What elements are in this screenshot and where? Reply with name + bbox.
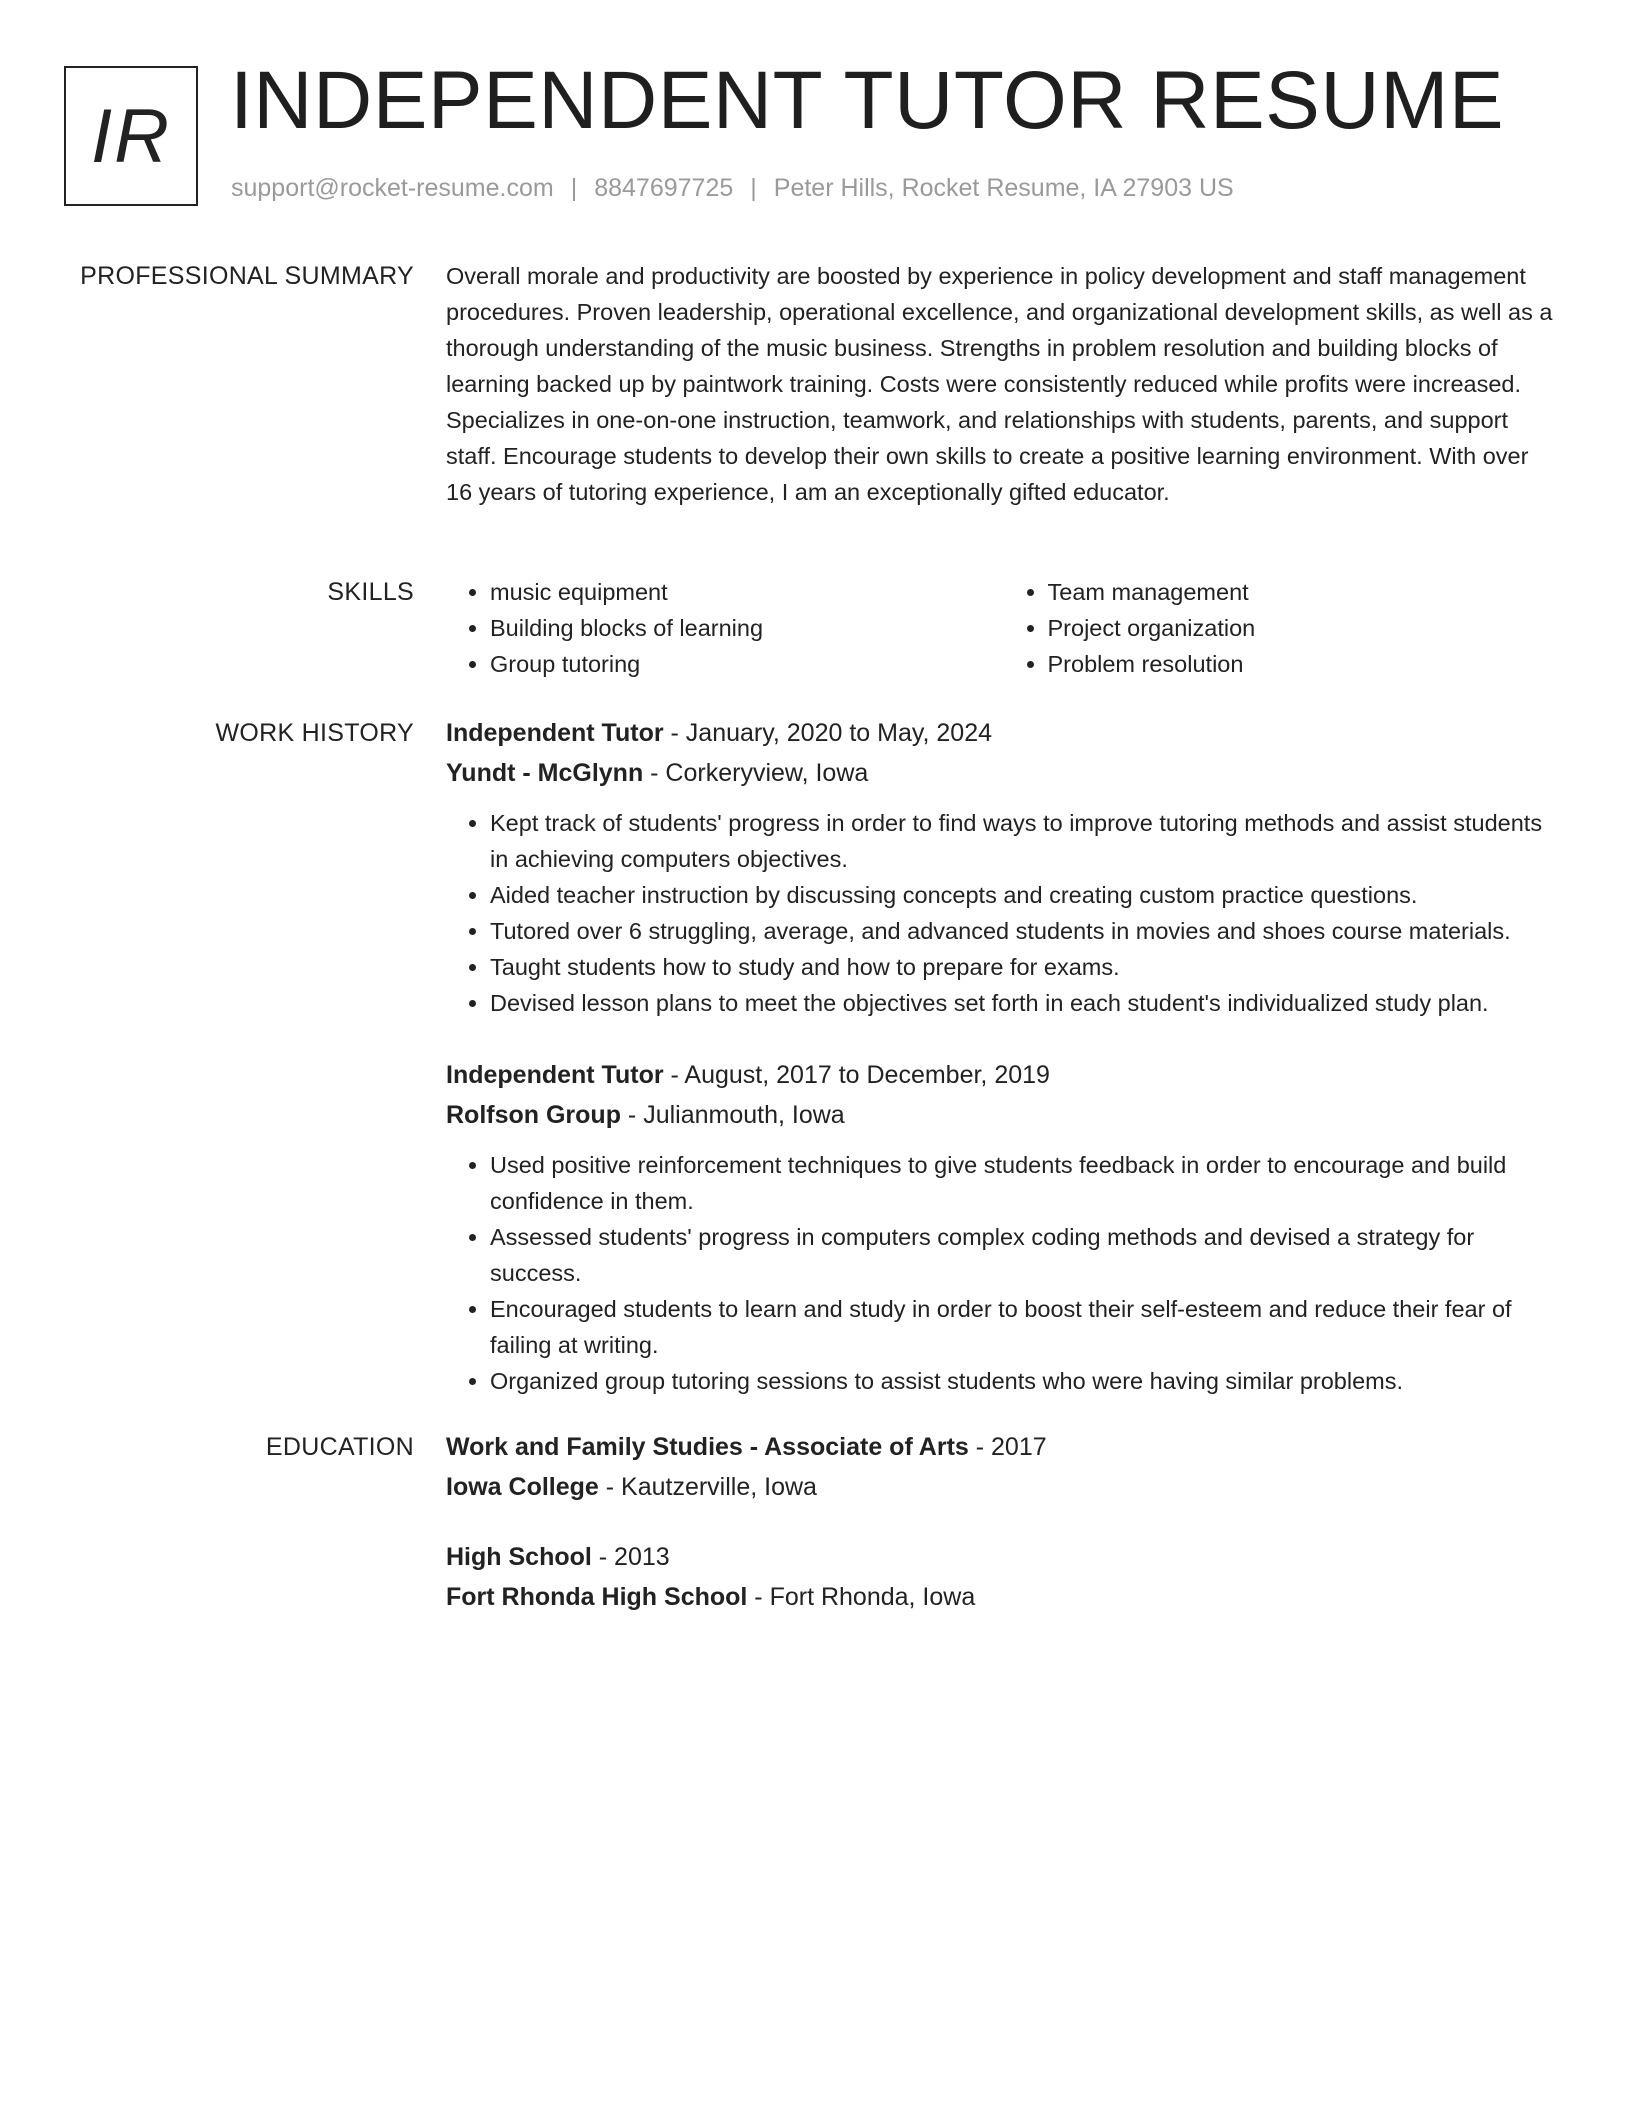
education-degree: High School bbox=[446, 1543, 592, 1571]
summary-body bbox=[446, 258, 1561, 510]
skill-item: • Group tutoring bbox=[490, 646, 1004, 682]
contact-phone: 8847697725 bbox=[594, 174, 734, 202]
skill-item: • music equipment bbox=[490, 574, 1004, 610]
job-bullet: • Organized group tutoring sessions to assist students who were having similar problems. bbox=[490, 1363, 1561, 1399]
contact-separator: | bbox=[750, 174, 757, 202]
skill-item: • Problem resolution bbox=[1048, 646, 1562, 682]
job-bullet: • Devised lesson plans to meet the objectives set forth in each student's individualized study plan. bbox=[490, 985, 1561, 1021]
skills-body bbox=[446, 574, 1561, 682]
job-location: - Julianmouth, Iowa bbox=[620, 1101, 845, 1129]
section-title-work: WORK HISTORY bbox=[215, 719, 414, 747]
skill-item: • Team management bbox=[1048, 574, 1562, 610]
job-role: Independent Tutor bbox=[446, 1061, 664, 1089]
job-company: Yundt - McGlynn bbox=[446, 759, 644, 787]
job-dates: - August, 2017 to December, 2019 bbox=[663, 1061, 1050, 1089]
skill-item: • Building blocks of learning bbox=[490, 610, 1004, 646]
skills-grid bbox=[446, 574, 1561, 682]
education-school-line bbox=[446, 1467, 1561, 1507]
monogram-logo bbox=[64, 66, 198, 206]
job-entry bbox=[446, 713, 1561, 1021]
job-bullet: • Taught students how to study and how to prepare for exams. bbox=[490, 949, 1561, 985]
job-role-line bbox=[446, 713, 1561, 753]
summary-text: Overall morale and productivity are boosted by experience in policy development and staff management procedures. Proven leadership, operational excellence, and organizational development skills, as well as a thorough understanding of the music business. Strengths in problem resolution and building blocks of learning backed up by paintwork training. Costs were consistently reduced while profits were increased. Specializes in one-on-one instruction, teamwork, and relationships with students, parents, and support staff. Encourage students to develop their own skills to create a positive learning environment. With over 16 years of tutoring experience, I am an exceptionally gifted educator. bbox=[446, 263, 1553, 505]
contact-email: support@rocket-resume.com bbox=[231, 174, 554, 202]
job-bullets bbox=[446, 1147, 1561, 1399]
job-bullet: • Aided teacher instruction by discussing concepts and creating custom practice questions. bbox=[490, 877, 1561, 913]
job-company-line bbox=[446, 1095, 1561, 1135]
job-company-line bbox=[446, 753, 1561, 793]
job-role-line bbox=[446, 1055, 1561, 1095]
education-degree-line bbox=[446, 1537, 1561, 1577]
job-role: Independent Tutor bbox=[446, 719, 664, 747]
monogram-text: IR bbox=[91, 93, 171, 179]
job-bullet: • Encouraged students to learn and study in order to boost their self-esteem and reduce their fear of failing at writing. bbox=[490, 1291, 1561, 1363]
job-bullets bbox=[446, 805, 1561, 1021]
section-title-skills: SKILLS bbox=[327, 578, 414, 606]
education-body bbox=[446, 1427, 1561, 1617]
section-title-education: EDUCATION bbox=[265, 1433, 414, 1461]
education-year: - 2013 bbox=[591, 1543, 670, 1571]
section-title-summary: PROFESSIONAL SUMMARY bbox=[80, 262, 414, 290]
work-body bbox=[446, 713, 1561, 1399]
education-year: - 2017 bbox=[968, 1433, 1047, 1461]
education-school: Iowa College bbox=[446, 1473, 599, 1501]
job-bullet: • Tutored over 6 struggling, average, and advanced students in movies and shoes course materials. bbox=[490, 913, 1561, 949]
job-location: - Corkeryview, Iowa bbox=[643, 759, 869, 787]
skills-list-right bbox=[1004, 574, 1562, 682]
job-bullet: • Used positive reinforcement techniques to give students feedback in order to encourage and build confidence in them. bbox=[490, 1147, 1561, 1219]
education-entry bbox=[446, 1537, 1561, 1617]
education-school-line bbox=[446, 1577, 1561, 1617]
job-company: Rolfson Group bbox=[446, 1101, 621, 1129]
job-dates: - January, 2020 to May, 2024 bbox=[663, 719, 993, 747]
job-entry bbox=[446, 1055, 1561, 1399]
education-location: - Kautzerville, Iowa bbox=[598, 1473, 817, 1501]
contact-line bbox=[231, 174, 1234, 203]
education-degree-line bbox=[446, 1427, 1561, 1467]
education-entry bbox=[446, 1427, 1561, 1507]
job-bullet: • Assessed students' progress in computers complex coding methods and devised a strategy for success. bbox=[490, 1219, 1561, 1291]
education-degree: Work and Family Studies - Associate of Arts bbox=[446, 1433, 969, 1461]
contact-address: Peter Hills, Rocket Resume, IA 27903 US bbox=[773, 174, 1234, 202]
education-school: Fort Rhonda High School bbox=[446, 1583, 748, 1611]
resume-title: INDEPENDENT TUTOR RESUME bbox=[230, 55, 1505, 146]
skill-item: • Project organization bbox=[1048, 610, 1562, 646]
education-location: - Fort Rhonda, Iowa bbox=[747, 1583, 976, 1611]
contact-separator: | bbox=[570, 174, 578, 202]
skills-list-left bbox=[446, 574, 1004, 682]
job-bullet: • Kept track of students' progress in order to find ways to improve tutoring methods and assist students in achieving computers objectives. bbox=[490, 805, 1561, 877]
